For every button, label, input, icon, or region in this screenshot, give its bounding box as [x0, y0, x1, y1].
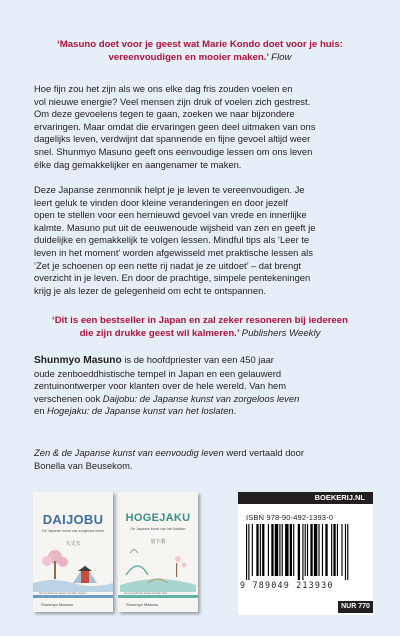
intro-line: Hoe fijn zou het zijn als we ons elke dag fris zouden voelen en — [34, 83, 293, 94]
barcode-bar — [325, 524, 327, 576]
intro-line: dagelijks leven, verdwijnt dat spannende en fijne gevoel altijd weer — [34, 133, 311, 145]
book-title-daijobu: Daijobu: de Japanse kunst van zorgeloos leven — [102, 392, 300, 404]
barcode-bar — [333, 524, 335, 576]
description-line: open te stellen voor een hernieuwd gevoel van vrede en innerlijke — [34, 209, 307, 221]
description-line: overzicht in je leven. En door de prachtige, simpele pentekeningen — [34, 272, 311, 284]
barcode-bar — [256, 524, 258, 576]
book-title-hogejaku: Hogejaku: de Japanse kunst van het loslaten — [47, 405, 234, 417]
barcode-bar — [271, 524, 273, 576]
bio-line: zentuinontwerper voor klanten over de hele wereld. Van hem — [34, 380, 287, 392]
author-bio — [34, 354, 370, 418]
description-line: leert geluk te vinden door kleine veranderingen en door jezelf — [34, 196, 288, 208]
barcode-bar — [252, 524, 253, 576]
bio-punctuation: . — [233, 405, 237, 417]
bio-line: en — [34, 405, 48, 417]
daijobu-cover-title: DAIJOBU — [42, 512, 104, 527]
barcode-bar — [275, 524, 278, 576]
barcode-bar — [248, 524, 249, 580]
bio-line: oude zenboeddhistische tempel in Japan en een gelauwerd — [34, 367, 282, 379]
daijobu-cover-illustration — [33, 547, 113, 592]
quote-flow-source: Flow — [271, 52, 292, 63]
barcode-bar — [262, 524, 264, 576]
book-cover-hogejaku — [118, 492, 198, 612]
barcode-bars — [246, 524, 364, 580]
quote-pw-source: Publishers Weekly — [241, 328, 321, 339]
intro-paragraph — [34, 83, 370, 171]
barcode-bar — [310, 524, 312, 576]
translation-line: Bonella van Beusekom. — [34, 459, 133, 471]
barcode-bar — [285, 524, 288, 576]
description-line: leven in het moment’ worden afgewisseld met praktische lessen als — [34, 246, 313, 258]
daijobu-cover-subtitle: De Japanse kunst van zorgeloos leven — [42, 529, 104, 533]
barcode-bar — [302, 524, 303, 580]
daijobu-cover-strip — [33, 595, 113, 598]
barcode-bar — [347, 524, 348, 580]
quote-pw-line1: ‘Dit is een bestseller in Japan en zal zeker resoneren bij iedereen — [52, 315, 348, 326]
description-paragraph — [34, 184, 370, 297]
description-line: krijg je als lezer de gelegenheid om echt te ontspannen. — [34, 284, 266, 296]
hogejaku-cover-kanji: 放下着 — [150, 539, 166, 545]
hogejaku-cover-illustration — [118, 545, 198, 592]
barcode-bar — [341, 524, 342, 576]
translation-credit — [34, 447, 370, 472]
daijobu-cover-author: Shunmyo Masuno — [41, 602, 74, 607]
barcode-bar — [314, 524, 317, 576]
barcode-bar — [337, 524, 338, 576]
hogejaku-cover-author: Shunmyo Masuno — [126, 602, 159, 607]
quote-flow — [20, 38, 380, 64]
translation-line: werd vertaald door — [223, 447, 304, 458]
barcode-bar — [298, 524, 300, 580]
book-cover-daijobu — [33, 492, 113, 612]
hogejaku-cover-strip — [118, 595, 198, 598]
bio-line: is de hoofdpriester van een 450 jaar — [121, 354, 274, 365]
intro-line: ervaringen. Maar omdat die ervaringen geen deel uitmaken van ons — [34, 120, 316, 132]
barcode-bar — [282, 524, 283, 576]
barcode-bar — [307, 524, 308, 576]
barcode-bar — [318, 524, 319, 576]
daijobu-cover-tagline: Gun jezelf een leven zonder zorgen — [39, 591, 87, 595]
barcode-bar — [322, 524, 323, 576]
intro-line: élke dag gemakkelijker en aangenamer te maken. — [34, 158, 242, 170]
barcode-digits: 9 789049 213930 — [240, 580, 334, 590]
publisher-label — [238, 492, 373, 504]
barcode-bar — [268, 524, 269, 576]
quote-flow-line2: vereenvoudigen en mooier maken.’ — [108, 52, 269, 63]
quote-pw-line2: die zijn drukke geest wil kalmeren.’ — [79, 328, 239, 339]
barcode-bar — [279, 524, 280, 576]
description-line: Deze Japanse zenmonnik helpt je je leven te vereenvoudigen. Je — [34, 184, 305, 195]
translated-book-title: Zen & de Japanse kunst van eenvoudig leven — [34, 447, 224, 458]
nur-code: NUR 770 — [338, 601, 373, 613]
isbn-text: ISBN 978-90-492-1393-0 — [246, 513, 334, 522]
barcode-bar — [345, 524, 346, 580]
quote-publishers-weekly — [10, 314, 390, 340]
intro-line: vol nieuwe energie? Veel mensen zijn druk of voelen zich gestrest. — [34, 95, 311, 107]
hogejaku-cover-title: HOGEJAKU — [125, 512, 191, 524]
author-name: Shunmyo Masuno — [34, 355, 122, 366]
description-line: kalmte. Masuno put uit de eeuwenoude wijsheid van zen en geeft je — [34, 221, 316, 233]
bio-line: verschenen ook — [34, 392, 103, 404]
hogejaku-cover-tagline: Gun jezelf een leven zonder last — [124, 591, 167, 595]
daijobu-cover-kanji: 大丈夫 — [65, 541, 81, 547]
barcode-bar — [246, 524, 247, 580]
barcode-bar — [293, 524, 294, 576]
barcode-bar — [305, 524, 306, 576]
barcode-bar — [260, 524, 261, 576]
intro-line: snel. Shunmyo Masuno geeft ons eenvoudige lessen om ons leven — [34, 145, 313, 157]
intro-line: Om deze gevoelens tegen te gaan, zoeken we naar bijzondere — [34, 108, 295, 120]
description-line: ‘Zet je schoenen op een nette rij nadat je ze uitdoet’ – dat brengt — [34, 259, 302, 271]
publisher-url: BOEKERIJ.NL — [314, 493, 365, 502]
description-line: duidelijke en gemakkelijk te volgen lessen. Mindful tips als ‘Leer te — [34, 234, 310, 246]
quote-flow-line1: ‘Masuno doet voor je geest wat Marie Kondo doet voor je huis: — [57, 39, 343, 50]
barcode-bar — [331, 524, 332, 576]
hogejaku-cover-subtitle: De Japanse kunst van het loslaten — [130, 527, 186, 531]
barcode-bar — [290, 524, 292, 576]
